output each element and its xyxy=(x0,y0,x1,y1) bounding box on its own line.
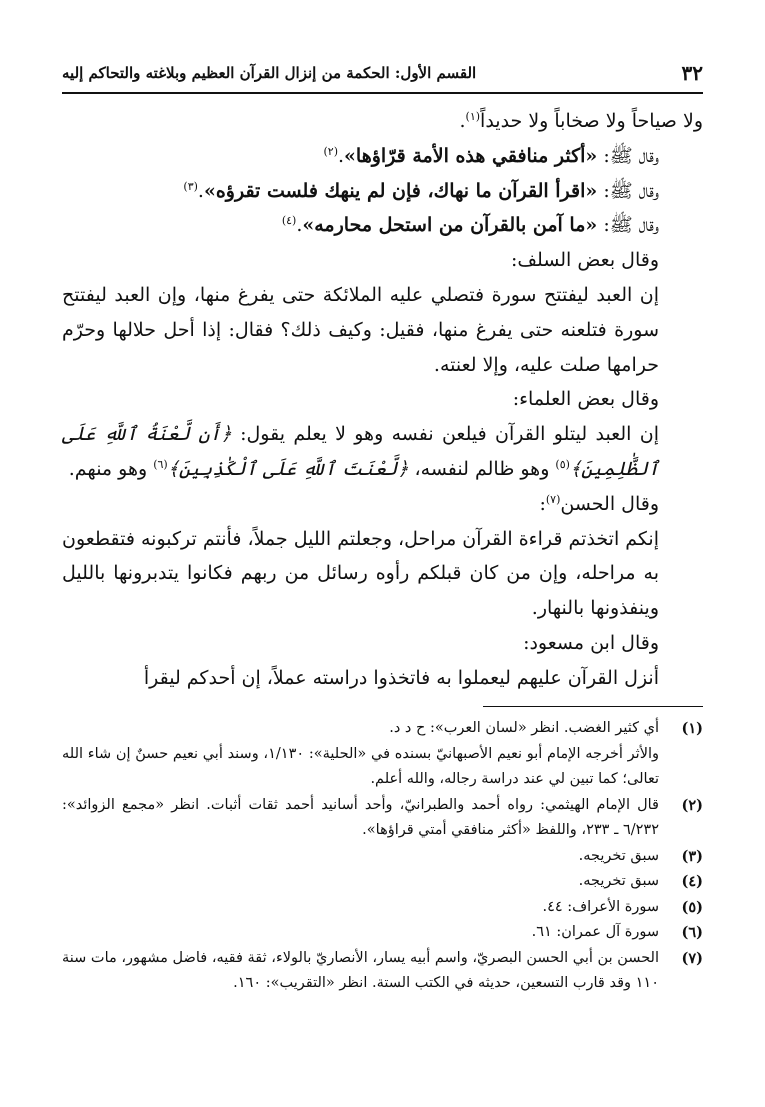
footnote-ref[interactable]: (٤) xyxy=(281,214,297,228)
footnote: (٤) سبق تخريجه. xyxy=(578,873,703,890)
header-rule xyxy=(62,92,703,94)
footnote-ref[interactable]: (٦) xyxy=(153,457,168,471)
footnote-rule xyxy=(483,706,703,707)
paragraph: إنكم اتخذتم قراءة القرآن مراحل، وجعلتم الليل جملاً، فأنتم تركبونه فتقطعون به مراحله، وإن من كان قبلكم رأوه رسائل من ربهم فكانوا يتدبرونها بالليل وينفذونها بالنهار. xyxy=(62,527,659,620)
hadith-line: وقال ﷺ: «اقرأ القرآن ما نهاك، فإن لم ينهك فلست تقرؤه».$^{(٣)}$ xyxy=(183,179,659,202)
paragraph: وقال الحسن$^{(٧)}$: xyxy=(539,492,659,515)
footnote-ref[interactable]: (٥) xyxy=(555,457,570,471)
page-header xyxy=(62,60,703,86)
hadith-line: وقال ﷺ: «ما آمن بالقرآن من استحل محارمه».$^{(٤)}$ xyxy=(281,214,659,237)
paragraph: وقال بعض العلماء: xyxy=(512,388,659,411)
footnotes xyxy=(62,716,703,997)
footnote: (٦) سورة آل عمران: ٦١. xyxy=(531,924,703,941)
paragraph: وقال ابن مسعود: xyxy=(523,631,659,654)
hadith-line: وقال ﷺ: «أكثر منافقي هذه الأمة قرّاؤها».$^{(٢)}$ xyxy=(323,144,659,167)
main-text xyxy=(62,104,703,696)
footnote: (١) أي كثير الغضب. انظر «لسان العرب»: ح د د. xyxy=(389,720,703,737)
paragraph: إن العبد ليفتتح سورة فتصلي عليه الملائكة حتى يفرغ منها، وإن العبد ليفتتح سورة فتلعنه حتى يفرغ منها، فقيل: وكيف ذلك؟ فقال: إذا أحل حلالها وحرّم حرامها صلت عليه، وإلا لعنته. xyxy=(62,283,659,376)
footnote: (٣) سبق تخريجه. xyxy=(578,847,703,865)
footnote: (٥) سورة الأعراف: ٤٤. xyxy=(542,898,703,916)
footnote-ref[interactable]: (٣) xyxy=(183,179,198,193)
paragraph: أنزل القرآن عليهم ليعملوا به فاتخذوا دراسته عملاً، إن أحدكم ليقرأ xyxy=(143,666,659,689)
running-title: القسم الأول: الحكمة من إنزال القرآن العظيم وبلاغته والتحاكم إليه xyxy=(62,64,477,82)
page-number: ٣٢ xyxy=(681,61,703,85)
quran-verse: ﴿أَن لَّعْنَةُ ٱللَّهِ عَلَى ٱلظَّٰلِمِينَ﴾ xyxy=(62,423,659,480)
paragraph: ولا صياحاً ولا صخاباً ولا حديداً$^{(١)}$. xyxy=(459,110,703,132)
footnote-ref[interactable]: (٧) xyxy=(545,492,561,506)
footnote-ref[interactable]: (١) xyxy=(465,110,481,123)
footnote: (٢) قال الإمام الهيثمي: رواه أحمد والطبرانيّ، وأحد أسانيد أحمد ثقات أثبات. انظر «مجمع الزوائد»: ٦/٢٣٢ ـ ٢٣٣، واللفظ «أكثر منافقي أمتي قراؤها». xyxy=(62,796,703,838)
footnote: (٧) الحسن بن أبي الحسن البصريّ، واسم أبيه يسار، الأنصاريّ بالولاء، ثقة فقيه، فاضل مشهور، مات سنة ١١٠ وقد قارب التسعين، حديثه في الكتب الستة. انظر «التقريب»: ١٦٠. xyxy=(62,949,703,991)
paragraph: إن العبد ليتلو القرآن فيلعن نفسه وهو لا يعلم يقول: ﴿أَن لَّعْنَةُ ٱللَّهِ عَلَى ٱلظَّٰلِمِينَ﴾$^{(٥)}$ وهو ظالم لنفسه، ﴿لَّعْنَتَ ٱللَّهِ عَلَى ٱلْكَٰذِبِينَ﴾$^{(٦)}$ وهو منهم. xyxy=(62,423,659,480)
quran-verse: ﴿لَّعْنَتَ ٱللَّهِ عَلَى ٱلْكَٰذِبِينَ﴾ xyxy=(167,457,409,480)
footnote-ref[interactable]: (٢) xyxy=(323,144,338,158)
paragraph: وقال بعض السلف: xyxy=(510,249,659,272)
footnote-continuation: والأثر أخرجه الإمام أبو نعيم الأصبهانيّ بسنده في «الحلية»: ١/١٣٠، وسند أبي نعيم حسنٌ إن شاء الله تعالى؛ كما تبين لي عند دراسة رجاله، والله أعلم. xyxy=(62,745,659,787)
